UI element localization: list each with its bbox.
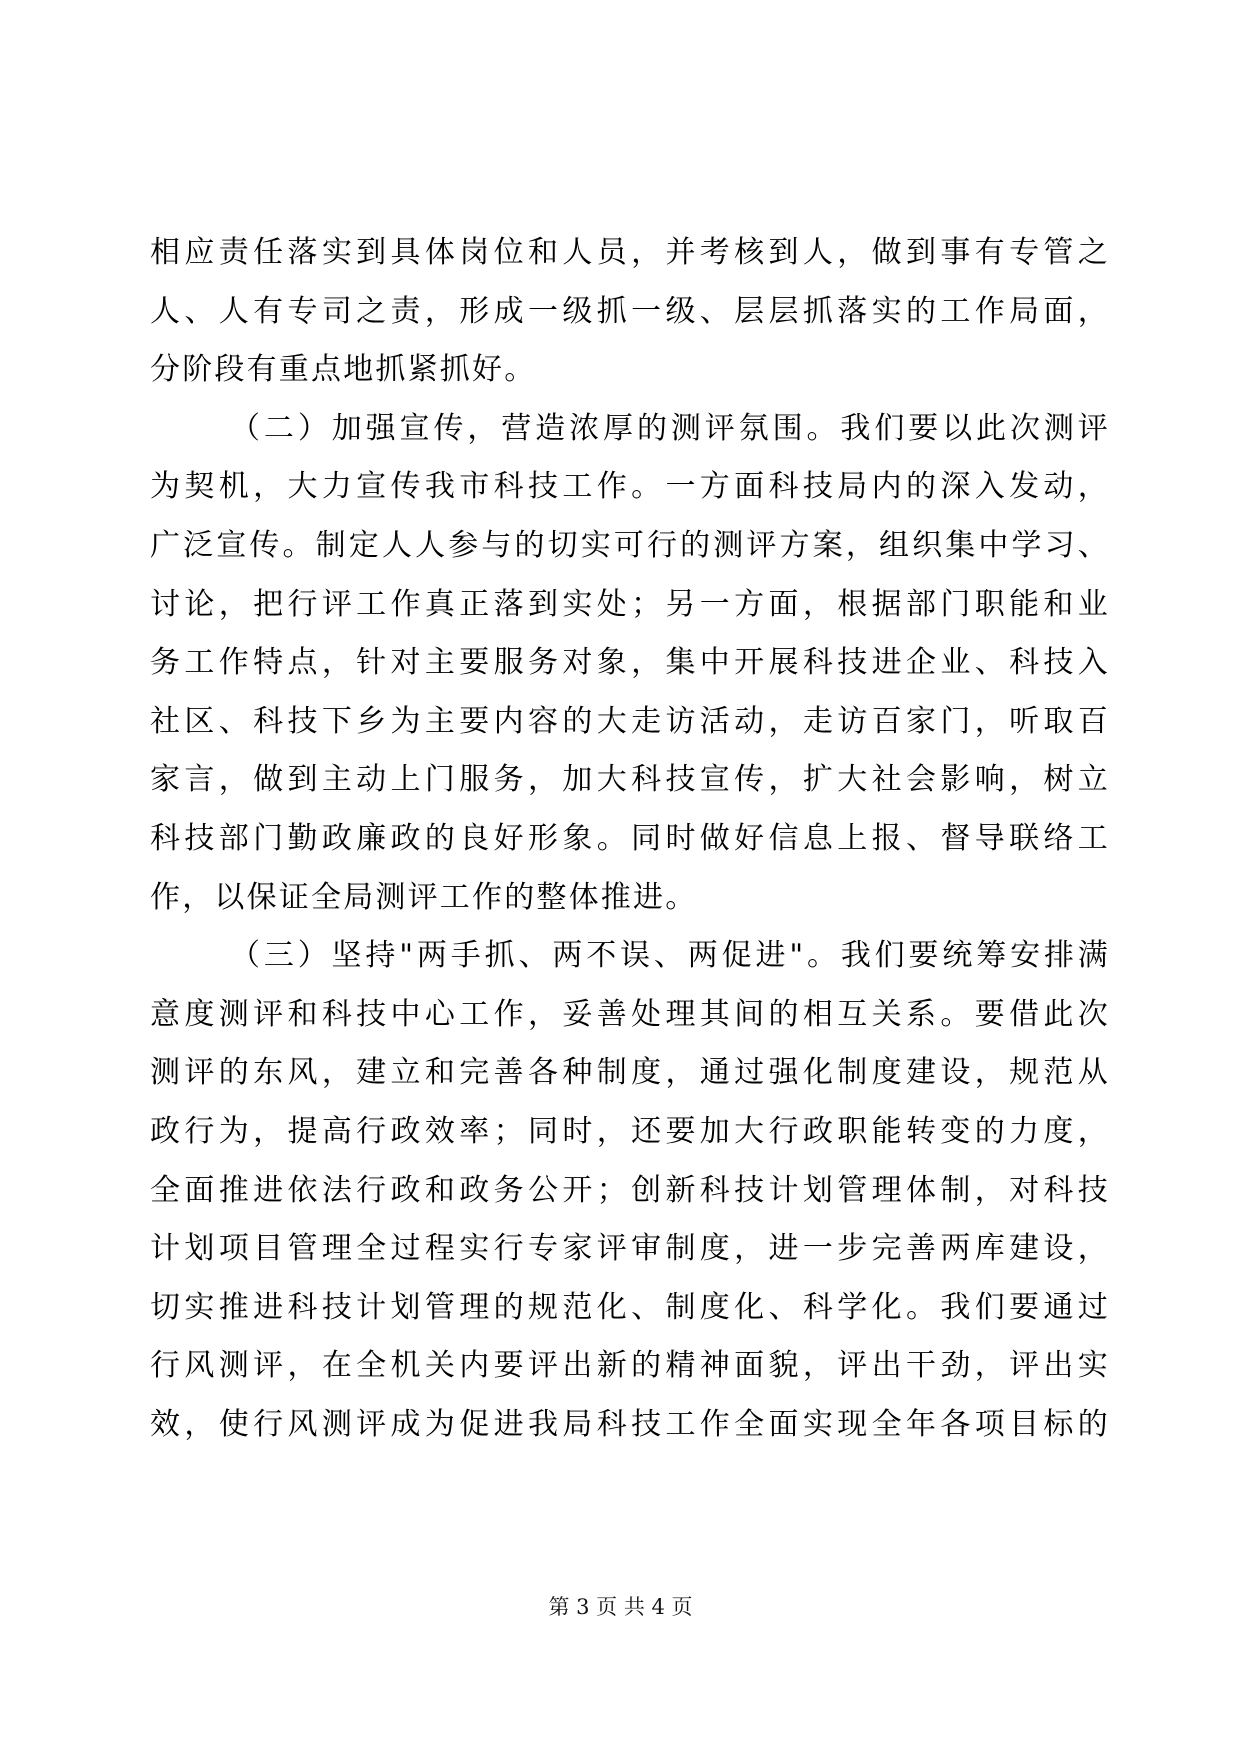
text-line: 政行为，提高行政效率；同时，还要加大行政职能转变的力度， <box>150 1113 1110 1149</box>
body-text <box>150 224 1110 1454</box>
text-line: 为契机，大力宣传我市科技工作。一方面科技局内的深入发动， <box>150 469 1110 505</box>
paragraph-heading-line: （三）坚持"两手抓、两不误、两促进"。我们要统筹安排满 <box>230 938 1110 974</box>
text-line: 效，使行风测评成为促进我局科技工作全面实现全年各项目标的 <box>150 1406 1110 1442</box>
text-line: 务工作特点，针对主要服务对象，集中开展科技进企业、科技入 <box>150 645 1110 681</box>
text-line: 作，以保证全局测评工作的整体推进。 <box>150 879 698 915</box>
text-line: 分阶段有重点地抓紧抓好。 <box>150 352 537 388</box>
text-line: 行风测评，在全机关内要评出新的精神面貌，评出干劲，评出实 <box>150 1348 1110 1384</box>
page-number-footer: 第 3 页 共 4 页 <box>548 1595 693 1619</box>
text-line: 家言，做到主动上门服务，加大科技宣传，扩大社会影响，树立 <box>150 762 1110 798</box>
text-line: 全面推进依法行政和政务公开；创新科技计划管理体制，对科技 <box>150 1172 1110 1208</box>
text-line: 计划项目管理全过程实行专家评审制度，进一步完善两库建设， <box>150 1231 1110 1267</box>
text-line: 意度测评和科技中心工作，妥善处理其间的相互关系。要借此次 <box>150 996 1110 1032</box>
text-line: 广泛宣传。制定人人参与的切实可行的测评方案，组织集中学习、 <box>150 527 1110 563</box>
text-line: 人、人有专司之责，形成一级抓一级、层层抓落实的工作局面， <box>150 293 1110 329</box>
paragraph-heading-line: （二）加强宣传，营造浓厚的测评氛围。我们要以此次测评 <box>230 410 1110 446</box>
text-line: 切实推进科技计划管理的规范化、制度化、科学化。我们要通过 <box>150 1289 1110 1325</box>
text-line: 社区、科技下乡为主要内容的大走访活动，走访百家门，听取百 <box>150 703 1110 739</box>
text-line: 测评的东风，建立和完善各种制度，通过强化制度建设，规范从 <box>150 1055 1110 1091</box>
text-line: 讨论，把行评工作真正落到实处；另一方面，根据部门职能和业 <box>150 586 1110 622</box>
text-line: 相应责任落实到具体岗位和人员，并考核到人，做到事有专管之 <box>150 235 1110 270</box>
text-line: 科技部门勤政廉政的良好形象。同时做好信息上报、督导联络工 <box>150 820 1110 856</box>
